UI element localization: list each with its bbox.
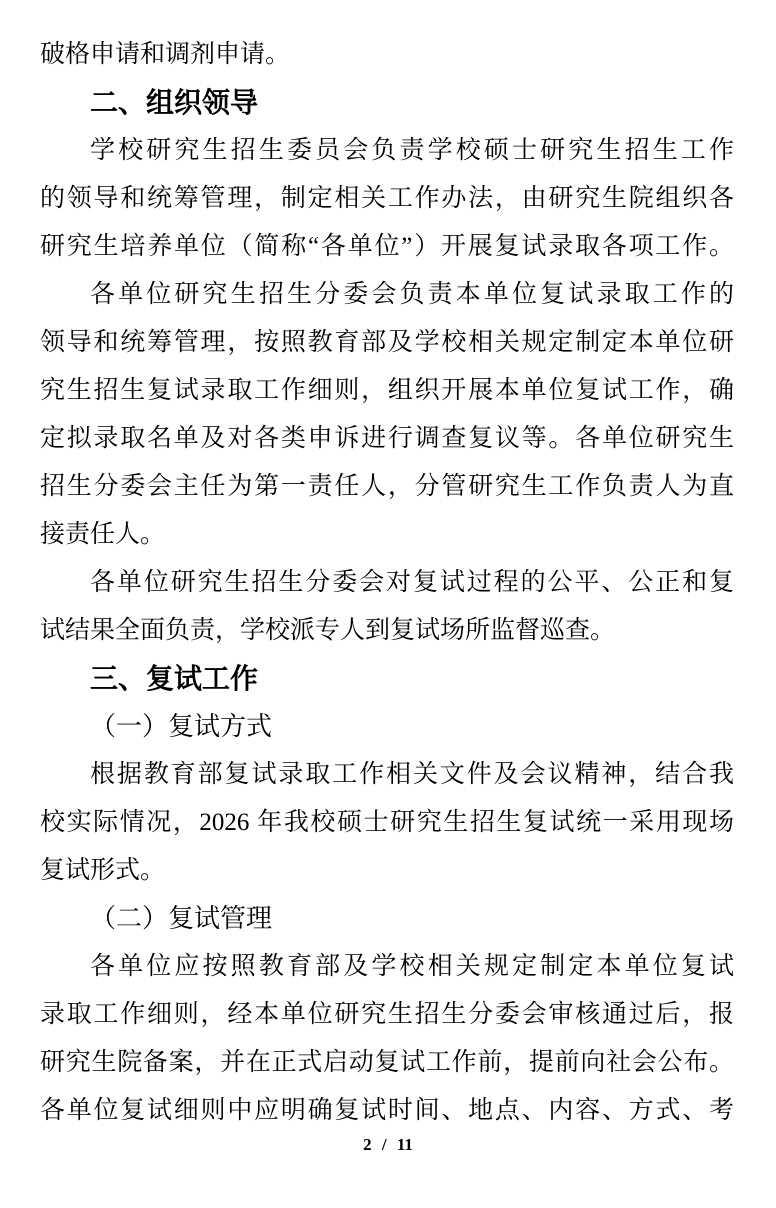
text-line: 究生招生复试录取工作细则，组织开展本单位复试工作，确 <box>40 377 734 404</box>
section-heading: 三、复试工作 <box>90 663 259 694</box>
text-line: 试结果全面负责，学校派专人到复试场所监督巡查。 <box>40 617 616 644</box>
text-line: 各单位复试细则中应明确复试时间、地点、内容、方式、考 <box>40 1097 734 1124</box>
page-number-separator: / <box>381 1135 387 1154</box>
page-number: 2 <box>363 1135 372 1154</box>
subsection-heading: （一）复试方式 <box>90 712 273 741</box>
text-line: 招生分委会主任为第一责任人，分管研究生工作负责人为直 <box>40 473 734 500</box>
text-line: 复试形式。 <box>40 857 166 884</box>
text-line: 根据教育部复试录取工作相关文件及会议精神，结合我 <box>90 761 734 788</box>
page-footer <box>0 1130 776 1160</box>
text-line: 各单位应按照教育部及学校相关规定制定本单位复试 <box>90 953 734 980</box>
section-heading: 二、组织领导 <box>90 87 259 118</box>
text-line: 研究生培养单位（简称“各单位”）开展复试录取各项工作。 <box>40 233 734 260</box>
text-line: 学校研究生招生委员会负责学校硕士研究生招生工作 <box>90 137 734 164</box>
subsection-heading: （二）复试管理 <box>90 904 273 933</box>
document-body <box>40 31 734 1135</box>
text-line: 校实际情况，2026 年我校硕士研究生招生复试统一采用现场 <box>40 809 734 836</box>
text-line: 破格申请和调剂申请。 <box>40 41 291 68</box>
page-total: 11 <box>396 1135 413 1154</box>
text-line: 的领导和统筹管理，制定相关工作办法，由研究生院组织各 <box>40 185 734 212</box>
text-line: 研究生院备案，并在正式启动复试工作前，提前向社会公布。 <box>40 1049 734 1076</box>
text-line: 接责任人。 <box>40 521 166 548</box>
text-line: 各单位研究生招生分委会对复试过程的公平、公正和复 <box>90 569 734 596</box>
text-line: 定拟录取名单及对各类申诉进行调查复议等。各单位研究生 <box>40 425 734 452</box>
text-line: 各单位研究生招生分委会负责本单位复试录取工作的 <box>90 281 734 308</box>
text-line: 领导和统筹管理，按照教育部及学校相关规定制定本单位研 <box>40 329 734 356</box>
text-line: 录取工作细则，经本单位研究生招生分委会审核通过后，报 <box>40 1001 734 1028</box>
